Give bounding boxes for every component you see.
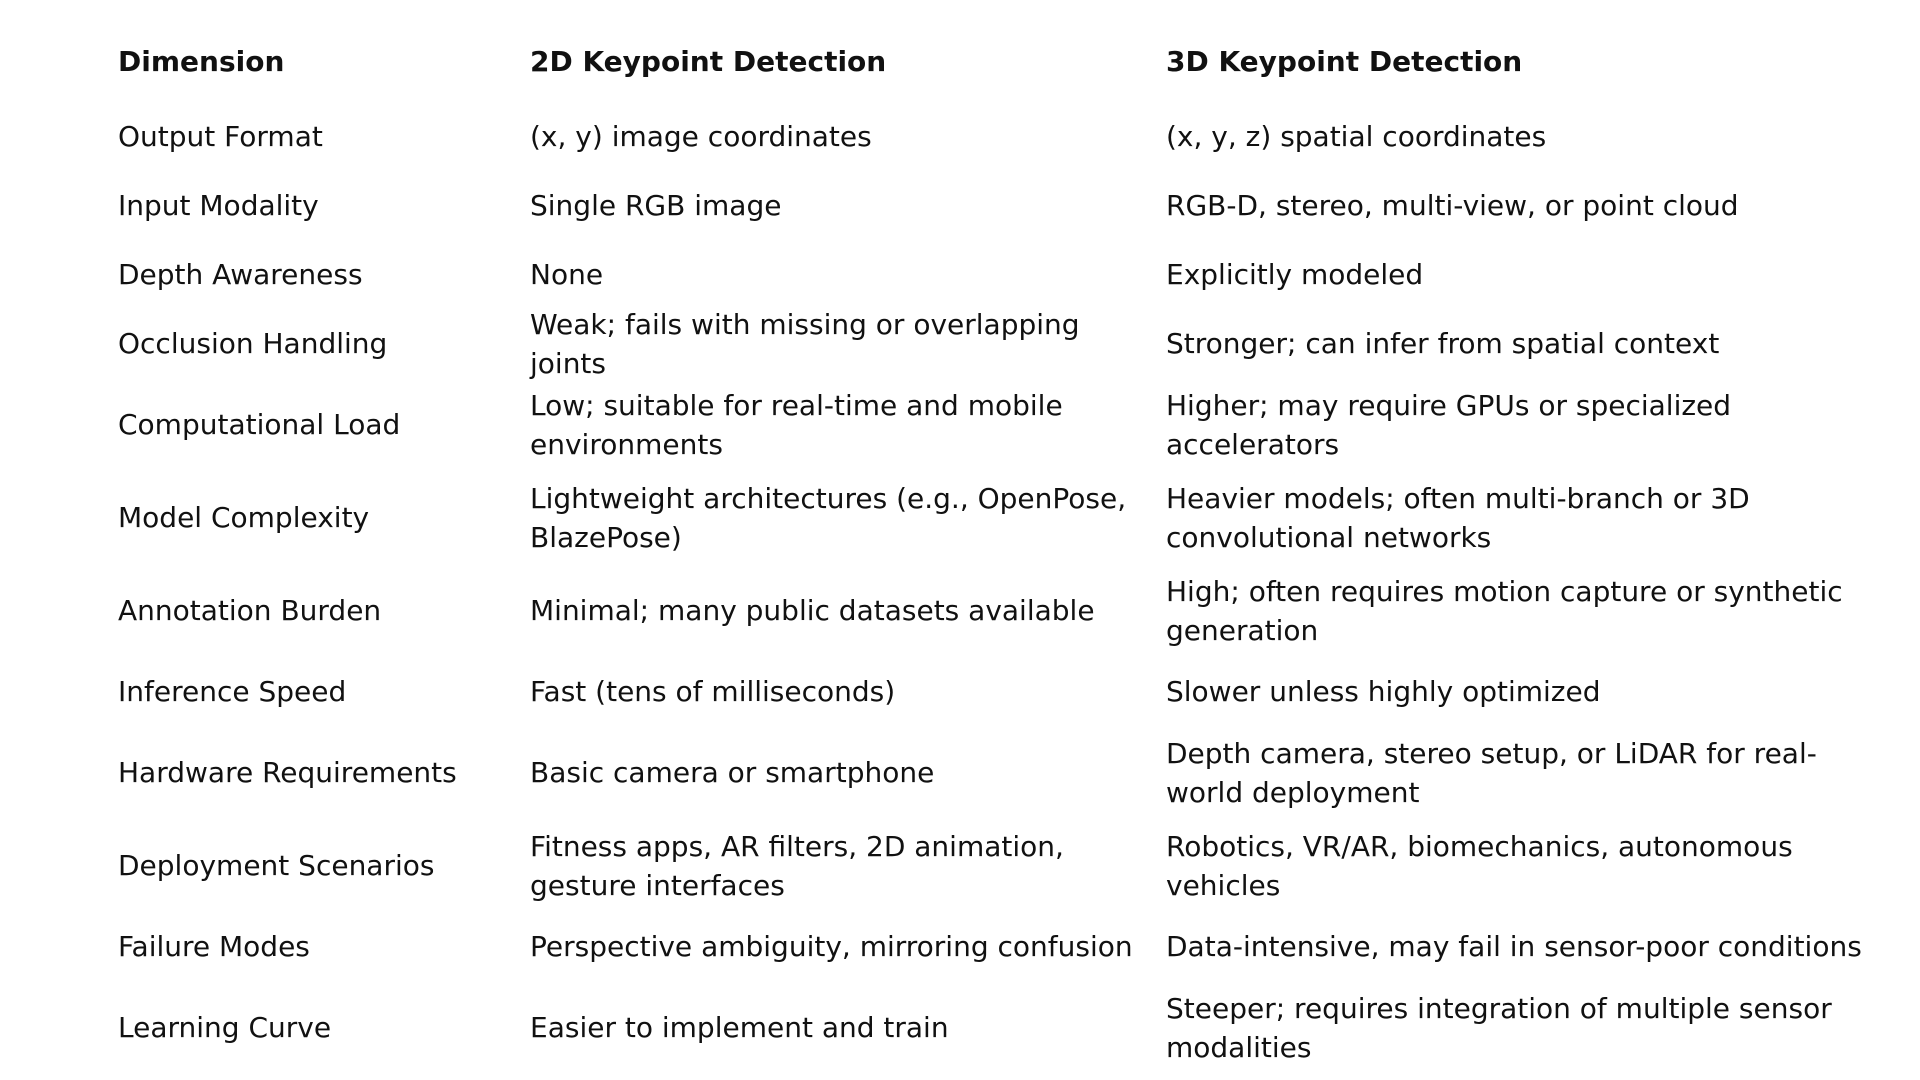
- row-2d-value: Lightweight architectures (e.g., OpenPose, BlazePose): [530, 481, 1127, 554]
- row-dimension: Computational Load: [118, 408, 401, 441]
- row-dimension: Learning Curve: [118, 1011, 332, 1044]
- table-row: [118, 657, 1898, 726]
- row-dimension: Depth Awareness: [118, 258, 363, 291]
- row-2d-value: None: [530, 258, 604, 291]
- header-3d-keypoint-detection: 3D Keypoint Detection: [1166, 44, 1523, 78]
- table-row: [118, 471, 1898, 564]
- table-row: [118, 912, 1898, 981]
- row-2d-value: Weak; fails with missing or overlapping joints: [530, 307, 1080, 380]
- row-3d-value: Steeper; requires integration of multiple sensor modalities: [1166, 991, 1832, 1064]
- table-row: [118, 102, 1898, 171]
- row-dimension: Occlusion Handling: [118, 327, 388, 360]
- row-2d-value: Minimal; many public datasets available: [530, 594, 1095, 627]
- table-row: [118, 240, 1898, 309]
- row-dimension: Input Modality: [118, 189, 319, 222]
- row-3d-value: Depth camera, stereo setup, or LiDAR for real-world deployment: [1166, 736, 1817, 809]
- header-dimension: Dimension: [118, 44, 285, 78]
- table-header-row: [118, 36, 1898, 86]
- row-2d-value: Fast (tens of milliseconds): [530, 675, 896, 708]
- row-3d-value: Robotics, VR/AR, biomechanics, autonomous vehicles: [1166, 829, 1793, 902]
- table-row: [118, 564, 1898, 657]
- row-dimension: Annotation Burden: [118, 594, 382, 627]
- row-3d-value: Heavier models; often multi-branch or 3D convolutional networks: [1166, 481, 1750, 554]
- row-dimension: Output Format: [118, 120, 323, 153]
- row-2d-value: (x, y) image coordinates: [530, 120, 872, 153]
- table-row: [118, 981, 1898, 1074]
- row-dimension: Model Complexity: [118, 501, 370, 534]
- row-2d-value: Basic camera or smartphone: [530, 756, 935, 789]
- comparison-table: [118, 36, 1898, 1074]
- row-dimension: Failure Modes: [118, 930, 310, 963]
- row-3d-value: High; often requires motion capture or synthetic generation: [1166, 574, 1843, 647]
- table-row: [118, 726, 1898, 819]
- row-dimension: Inference Speed: [118, 675, 347, 708]
- header-2d-keypoint-detection: 2D Keypoint Detection: [530, 44, 887, 78]
- row-dimension: Deployment Scenarios: [118, 849, 435, 882]
- row-3d-value: RGB-D, stereo, multi-view, or point cloud: [1166, 189, 1739, 222]
- row-3d-value: Slower unless highly optimized: [1166, 675, 1601, 708]
- table-row: [118, 378, 1898, 471]
- row-3d-value: Higher; may require GPUs or specialized accelerators: [1166, 388, 1732, 461]
- row-2d-value: Perspective ambiguity, mirroring confusion: [530, 930, 1133, 963]
- row-dimension: Hardware Requirements: [118, 756, 457, 789]
- row-2d-value: Low; suitable for real-time and mobile environments: [530, 388, 1063, 461]
- row-3d-value: (x, y, z) spatial coordinates: [1166, 120, 1547, 153]
- table-row: [118, 819, 1898, 912]
- row-3d-value: Data-intensive, may fail in sensor-poor conditions: [1166, 930, 1862, 963]
- row-2d-value: Single RGB image: [530, 189, 782, 222]
- row-2d-value: Easier to implement and train: [530, 1011, 949, 1044]
- table-row: [118, 171, 1898, 240]
- table-row: [118, 309, 1898, 378]
- row-3d-value: Explicitly modeled: [1166, 258, 1424, 291]
- row-2d-value: Fitness apps, AR filters, 2D animation, gesture interfaces: [530, 829, 1064, 902]
- row-3d-value: Stronger; can infer from spatial context: [1166, 327, 1720, 360]
